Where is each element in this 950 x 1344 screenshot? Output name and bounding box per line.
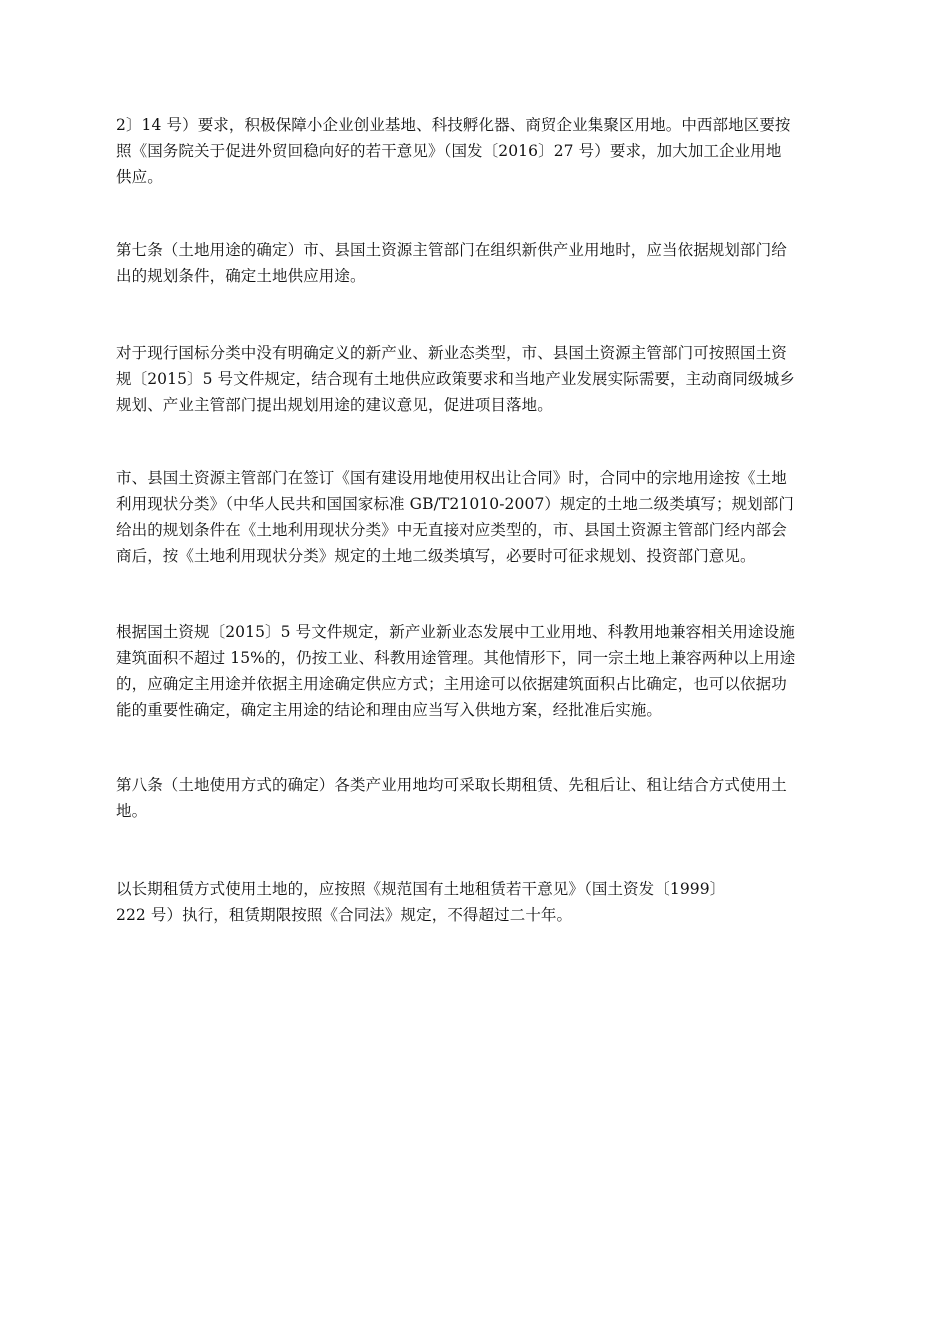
paragraph-3 xyxy=(116,340,856,418)
paragraph-5-line-3: 的，应确定主用途并依据主用途确定供应方式；主用途可以依据建筑面积占比确定，也可以依据功 xyxy=(116,675,787,693)
paragraph-4-line-4: 商后，按《土地利用现状分类》规定的土地二级类填写，必要时可征求规划、投资部门意见。 xyxy=(116,547,756,565)
paragraph-2-line-2: 出的规划条件，确定土地供应用途。 xyxy=(116,267,366,285)
paragraph-4-line-2: 利用现状分类》（中华人民共和国国家标准 GB/T21010-2007）规定的土地二级类填写；规划部门 xyxy=(116,495,795,513)
paragraph-4 xyxy=(116,465,856,569)
paragraph-6-line-1: 第八条（土地使用方式的确定）各类产业用地均可采取长期租赁、先租后让、租让结合方式使用土 xyxy=(116,776,787,794)
paragraph-2 xyxy=(116,237,856,289)
paragraph-1 xyxy=(116,112,856,190)
paragraph-5-line-1: 根据国土资规〔2015〕5 号文件规定，新产业新业态发展中工业用地、科教用地兼容相关用途设施 xyxy=(116,623,795,641)
paragraph-1-line-2: 照《国务院关于促进外贸回稳向好的若干意见》（国发〔2016〕27 号）要求，加大加工企业用地 xyxy=(116,142,782,160)
paragraph-5 xyxy=(116,619,856,723)
paragraph-7-line-1: 以长期租赁方式使用土地的，应按照《规范国有土地租赁若干意见》（国土资发〔1999〕 xyxy=(116,880,726,898)
paragraph-5-line-4: 能的重要性确定，确定主用途的结论和理由应当写入供地方案，经批准后实施。 xyxy=(116,701,663,719)
paragraph-7 xyxy=(116,876,856,928)
paragraph-4-line-3: 给出的规划条件在《土地利用现状分类》中无直接对应类型的，市、县国土资源主管部门经内部会 xyxy=(116,521,787,539)
paragraph-2-line-1: 第七条（土地用途的确定）市、县国土资源主管部门在组织新供产业用地时，应当依据规划部门给 xyxy=(116,241,787,259)
paragraph-1-line-3: 供应。 xyxy=(116,168,163,186)
paragraph-7-line-2: 222 号）执行，租赁期限按照《合同法》规定，不得超过二十年。 xyxy=(116,906,573,924)
paragraph-5-line-2: 建筑面积不超过 15%的，仍按工业、科教用途管理。其他情形下，同一宗土地上兼容两种以上用途 xyxy=(116,649,796,667)
paragraph-3-line-1: 对于现行国标分类中没有明确定义的新产业、新业态类型，市、县国土资源主管部门可按照国土资 xyxy=(116,344,787,362)
paragraph-6-line-2: 地。 xyxy=(116,802,148,820)
paragraph-3-line-3: 规划、产业主管部门提出规划用途的建议意见，促进项目落地。 xyxy=(116,396,553,414)
paragraph-6 xyxy=(116,772,856,824)
paragraph-1-line-1: 2〕14 号）要求，积极保障小企业创业基地、科技孵化器、商贸企业集聚区用地。中西部地区要按 xyxy=(116,116,791,134)
paragraph-3-line-2: 规〔2015〕5 号文件规定，结合现有土地供应政策要求和当地产业发展实际需要，主动商同级城乡 xyxy=(116,370,795,388)
paragraph-4-line-1: 市、县国土资源主管部门在签订《国有建设用地使用权出让合同》时，合同中的宗地用途按《土地 xyxy=(116,469,787,487)
